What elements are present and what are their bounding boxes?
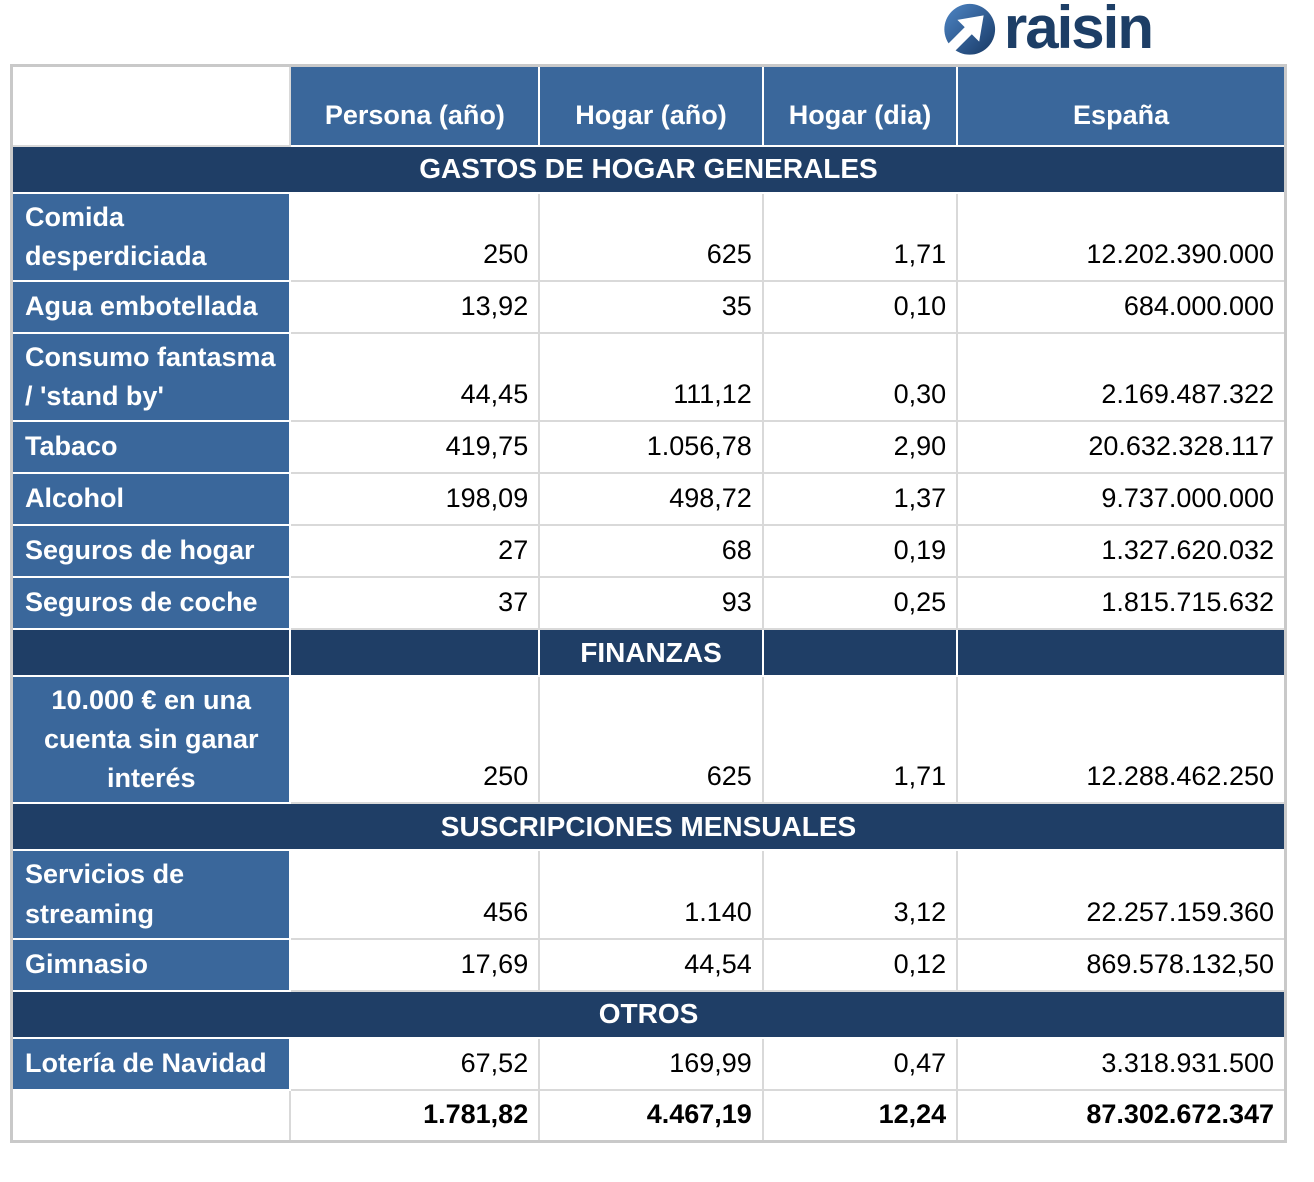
section-title-otros: OTROS (12, 991, 1286, 1038)
section-header-row-gastos (12, 146, 1286, 193)
row-label: Seguros de hogar (12, 525, 291, 577)
cell-espana: 22.257.159.360 (957, 850, 1285, 938)
cell-espana: 684.000.000 (957, 281, 1285, 333)
cell-hogar-dia: 0,12 (763, 939, 957, 991)
section-title-suscripciones: SUSCRIPCIONES MENSUALES (12, 803, 1286, 850)
cell-espana: 3.318.931.500 (957, 1038, 1285, 1090)
raisin-arrow-circle-icon (938, 3, 996, 61)
row-label: Consumo fantasma / 'stand by' (12, 333, 291, 421)
total-hogar-dia: 12,24 (763, 1090, 957, 1142)
row-label: Comida desperdiciada (12, 193, 291, 281)
cell-hogar-dia: 0,19 (763, 525, 957, 577)
table-row (12, 281, 1286, 333)
cell-persona: 37 (290, 577, 539, 629)
row-label: Alcohol (12, 473, 291, 525)
table-row (12, 676, 1286, 803)
cell-hogar-ano: 68 (539, 525, 763, 577)
raisin-logo (938, 0, 1152, 66)
cell-hogar-dia: 0,10 (763, 281, 957, 333)
table-row (12, 939, 1286, 991)
row-label: 10.000 € en una cuenta sin ganar interés (12, 676, 291, 803)
section-header-row-suscripciones (12, 803, 1286, 850)
corner-cell (12, 66, 291, 146)
table-row (12, 421, 1286, 473)
cell-hogar-dia: 0,30 (763, 333, 957, 421)
cell-hogar-ano: 35 (539, 281, 763, 333)
cell-hogar-ano: 1.140 (539, 850, 763, 938)
section-header-row-otros (12, 991, 1286, 1038)
cell-persona: 456 (290, 850, 539, 938)
cell-espana: 12.202.390.000 (957, 193, 1285, 281)
total-hogar-ano: 4.467,19 (539, 1090, 763, 1142)
table-row (12, 473, 1286, 525)
column-header-persona-ano: Persona (año) (290, 66, 539, 146)
cell-hogar-dia: 2,90 (763, 421, 957, 473)
table-row (12, 850, 1286, 938)
row-label: Seguros de coche (12, 577, 291, 629)
cell-hogar-dia: 1,37 (763, 473, 957, 525)
section-cell (290, 629, 539, 676)
row-label: Lotería de Navidad (12, 1038, 291, 1090)
section-cell (763, 629, 957, 676)
cell-hogar-ano: 44,54 (539, 939, 763, 991)
cell-persona: 67,52 (290, 1038, 539, 1090)
column-header-hogar-ano: Hogar (año) (539, 66, 763, 146)
row-label: Agua embotellada (12, 281, 291, 333)
page-header (0, 0, 1314, 64)
section-cell (957, 629, 1285, 676)
cell-espana: 2.169.487.322 (957, 333, 1285, 421)
cell-persona: 27 (290, 525, 539, 577)
column-header-hogar-dia: Hogar (dia) (763, 66, 957, 146)
cell-persona: 13,92 (290, 281, 539, 333)
cell-espana: 1.815.715.632 (957, 577, 1285, 629)
cell-espana: 1.327.620.032 (957, 525, 1285, 577)
raisin-logo-text: raisin (1003, 0, 1152, 61)
table-row (12, 193, 1286, 281)
cell-persona: 419,75 (290, 421, 539, 473)
table-row (12, 525, 1286, 577)
table-row (12, 333, 1286, 421)
expenses-table (10, 64, 1287, 1143)
total-persona: 1.781,82 (290, 1090, 539, 1142)
cell-hogar-ano: 111,12 (539, 333, 763, 421)
cell-persona: 198,09 (290, 473, 539, 525)
column-header-espana: España (957, 66, 1285, 146)
section-title-finanzas: FINANZAS (539, 629, 763, 676)
total-row (12, 1090, 1286, 1142)
cell-persona: 250 (290, 676, 539, 803)
section-cell (12, 629, 291, 676)
column-header-row (12, 66, 1286, 146)
cell-hogar-dia: 3,12 (763, 850, 957, 938)
row-label: Servicios de streaming (12, 850, 291, 938)
table-row (12, 1038, 1286, 1090)
section-header-row-finanzas (12, 629, 1286, 676)
cell-hogar-ano: 498,72 (539, 473, 763, 525)
cell-persona: 17,69 (290, 939, 539, 991)
row-label: Gimnasio (12, 939, 291, 991)
cell-hogar-ano: 625 (539, 193, 763, 281)
cell-hogar-dia: 1,71 (763, 676, 957, 803)
cell-hogar-ano: 1.056,78 (539, 421, 763, 473)
cell-persona: 44,45 (290, 333, 539, 421)
cell-hogar-dia: 0,47 (763, 1038, 957, 1090)
cell-hogar-dia: 1,71 (763, 193, 957, 281)
total-label-cell (12, 1090, 291, 1142)
cell-espana: 20.632.328.117 (957, 421, 1285, 473)
table-row (12, 577, 1286, 629)
cell-espana: 869.578.132,50 (957, 939, 1285, 991)
cell-espana: 9.737.000.000 (957, 473, 1285, 525)
total-espana: 87.302.672.347 (957, 1090, 1285, 1142)
cell-hogar-ano: 169,99 (539, 1038, 763, 1090)
cell-hogar-dia: 0,25 (763, 577, 957, 629)
cell-persona: 250 (290, 193, 539, 281)
section-title-gastos: GASTOS DE HOGAR GENERALES (12, 146, 1286, 193)
cell-hogar-ano: 625 (539, 676, 763, 803)
cell-hogar-ano: 93 (539, 577, 763, 629)
row-label: Tabaco (12, 421, 291, 473)
cell-espana: 12.288.462.250 (957, 676, 1285, 803)
